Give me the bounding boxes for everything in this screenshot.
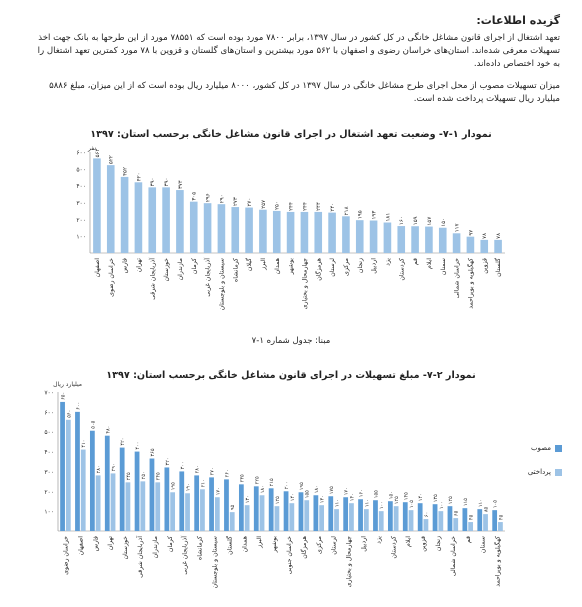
chart2-value-label-paid: ۹۵ — [230, 504, 237, 511]
chart2-bar-approved — [269, 488, 274, 531]
chart1-value-label: ۹۷ — [468, 229, 475, 236]
chart2-bar-approved — [120, 448, 125, 531]
chart2-bar-paid — [245, 505, 250, 531]
chart1-value-label: ۳۰۵ — [191, 191, 198, 201]
chart1-category-label: گیلان — [246, 258, 254, 272]
chart2-bar-paid — [289, 503, 294, 531]
chart1-value-label: ۲۵۷ — [260, 199, 267, 209]
chart2-bar-paid — [453, 518, 458, 531]
chart2-category-label: البرز — [256, 536, 264, 548]
chart2-y-tick-label: ۲۰۰ — [44, 488, 54, 496]
chart1-bar — [439, 228, 447, 253]
chart2-category-label: خوزستان — [122, 536, 130, 560]
chart1-bar — [93, 158, 101, 253]
chart2-bar-approved — [224, 479, 229, 531]
chart2-value-label-paid: ۶۰ — [423, 511, 430, 518]
chart2-value-label-approved: ۲۷۰ — [209, 467, 216, 476]
chart1-value-label: ۷۸ — [482, 232, 489, 239]
chart1-bar — [494, 240, 502, 253]
chart2-value-label-approved: ۱۵۵ — [373, 490, 380, 499]
chart2-value-label-approved: ۳۶۵ — [149, 448, 156, 457]
chart1-value-label: ۲۹۶ — [205, 193, 212, 203]
chart2-y-tick-label: ۳۰۰ — [44, 468, 54, 476]
chart1-value-label: ۱۵۹ — [413, 216, 420, 226]
chart2-value-label-paid: ۴۵ — [498, 514, 505, 521]
chart2-legend — [512, 444, 562, 492]
chart1-value-label: ۱۵۰ — [440, 217, 447, 227]
chart2-bar-approved — [477, 509, 482, 531]
chart1-value-label: ۲۴۴ — [302, 202, 309, 211]
chart2-category-label: یزد — [375, 536, 383, 544]
chart1-category-label: تهران — [135, 258, 143, 273]
chart2-value-label-paid: ۵۶۰ — [66, 409, 73, 418]
chart1-bar — [162, 187, 170, 253]
chart1-category-label: خراسان رضوی — [107, 258, 115, 297]
chart2-bar-paid — [334, 509, 339, 531]
chart2-bar-approved — [239, 484, 244, 531]
chart1-category-label: خوزستان — [163, 258, 171, 282]
chart2-value-label-approved: ۱۶۰ — [358, 489, 365, 498]
chart1-bar — [411, 226, 419, 253]
chart2-value-label-paid: ۱۲۵ — [274, 496, 281, 505]
chart2-value-label-paid: ۱۱۰ — [334, 499, 341, 508]
chart1-value-label: ۴۵۲ — [122, 167, 129, 176]
chart2-bar-paid — [200, 489, 205, 531]
chart2-bar-paid — [185, 493, 190, 531]
chart2-bar-paid — [260, 495, 265, 531]
chart2-category-label: کرمان — [166, 536, 174, 553]
chart2-bar-approved — [313, 495, 318, 531]
chart2-value-label-approved: ۱۸۰ — [313, 485, 320, 494]
chart1-bar — [287, 212, 295, 253]
chart1-category-label: مرکزی — [342, 258, 350, 276]
chart2-value-label-approved: ۶۵۰ — [60, 391, 67, 400]
chart1-y-tick-label: ۵۰۰ — [76, 166, 86, 174]
chart2-value-label-approved: ۱۲۵ — [447, 496, 454, 505]
chart2-y-axis-label: میلیارد ریال — [53, 381, 82, 388]
legend-item-approved — [512, 444, 562, 452]
chart1-y-tick-label: ۲۰۰ — [76, 216, 86, 224]
chart2-bar-approved — [358, 499, 363, 531]
chart2-bar-paid — [379, 511, 384, 531]
chart1-category-label: اصفهان — [93, 258, 101, 278]
chart1-category-label: ایلام — [425, 258, 433, 269]
chart2-category-label: بوشهر — [271, 536, 279, 553]
chart2-category-label: مازندران — [151, 536, 159, 559]
chart2-value-label-paid: ۴۱۰ — [81, 439, 88, 448]
chart2-value-label-approved: ۴۸۰ — [105, 425, 112, 434]
chart2-value-label-approved: ۱۴۵ — [403, 492, 410, 501]
chart2-bar-approved — [179, 471, 184, 531]
chart2-category-label: چهارمحال و بختیاری — [345, 536, 353, 588]
chart2-value-label-paid: ۱۹۰ — [185, 483, 192, 492]
chart2-bar-paid — [81, 450, 86, 531]
chart2-value-label-paid: ۱۸۰ — [260, 485, 267, 494]
chart1-y-axis-label: نفر — [87, 145, 96, 152]
legend-swatch-paid — [555, 469, 562, 476]
chart1-value-label: ۱۹۳ — [371, 210, 378, 220]
chart2-category-label: خراسان شمالی — [449, 536, 457, 577]
chart1-bar — [259, 210, 267, 253]
chart1-value-label: ۱۹۵ — [357, 210, 364, 220]
legend-item-paid — [512, 468, 562, 476]
chart2-title: نمودار ۲-۷- مبلغ تسهیلات در اجرای قانون مشاغل خانگی برحسب استان: ۱۳۹۷ — [106, 370, 476, 381]
chart2-bar-approved — [105, 436, 110, 531]
chart2-bar-approved — [448, 506, 453, 531]
chart2-value-label-approved: ۲۸۰ — [194, 465, 201, 474]
chart2-bar-paid — [483, 514, 488, 531]
section-title: گزیده اطلاعات: — [476, 14, 560, 27]
chart1-y-tick-label: ۱۰۰ — [76, 233, 86, 241]
chart2-value-label-paid: ۱۵۵ — [304, 490, 311, 499]
chart2-bar-paid — [140, 481, 145, 531]
chart1-value-label: ۲۷۳ — [233, 197, 240, 207]
chart1-category-label: یزد — [384, 258, 392, 266]
chart2-bar-approved — [492, 510, 497, 531]
chart2-value-label-paid: ۲۴۵ — [155, 472, 162, 481]
chart2-category-label: آذربایجان شرقی — [136, 536, 144, 578]
chart2-bar-approved — [284, 491, 289, 531]
chart2-category-label: کردستان — [390, 536, 398, 559]
chart2-bar-approved — [150, 459, 155, 531]
chart1-bar — [356, 220, 364, 253]
chart2-bar-paid — [349, 503, 354, 531]
chart2-bar-paid — [230, 512, 235, 531]
chart2-category-label: زنجان — [434, 536, 442, 552]
chart2-bar-paid — [126, 482, 131, 531]
chart1-bar — [480, 240, 488, 253]
chart1-value-label: ۳۷۴ — [177, 180, 184, 190]
chart1-category-label: کرمان — [190, 258, 198, 275]
chart2-y-tick-label: ۴۰۰ — [44, 449, 54, 457]
chart1-bar — [135, 182, 143, 253]
chart1-category-label: فارس — [121, 258, 129, 274]
chart2-value-label-approved: ۴۲۰ — [120, 437, 127, 446]
chart2-category-label: گلستان — [226, 536, 234, 555]
chart1-employment-bar-chart — [0, 140, 582, 336]
chart1-category-label: قزوین — [481, 258, 489, 274]
chart1-bar — [176, 190, 184, 253]
chart1-value-label: ۱۱۷ — [454, 223, 461, 233]
chart2-value-label-approved: ۵۰۵ — [90, 420, 97, 429]
chart2-category-label: همدان — [241, 536, 249, 553]
chart1-bar — [328, 213, 336, 253]
paragraph-employment: تعهد اشتغال از اجرای قانون مشاغل خانگی در کل کشور در سال ۱۳۹۷، برابر ۷۸۰۰ مورد بوده است که ۷۸۵۵۱ مورد از این طرحها به بانک جهت اخذ تسهیلات معرفی شده‌اند. استان‌های خراسان رضوی و اصفهان با ۵۶۲ مورد بیشترین و استان‌های گلستان و قزوین با ۷۸ مورد کمترین تعهد اشتغال را به خود اختصاص داده‌اند. — [37, 33, 560, 69]
chart2-value-label-paid: ۱۲۵ — [394, 496, 401, 505]
chart2-value-label-approved: ۲۱۵ — [269, 478, 276, 487]
chart2-bar-paid — [319, 505, 324, 531]
chart2-value-label-approved: ۲۳۵ — [239, 474, 246, 483]
chart1-value-label: ۲۴۰ — [330, 202, 337, 212]
chart2-bar-paid — [96, 475, 101, 531]
chart1-bar — [453, 233, 461, 253]
chart1-value-label: ۱۶۰ — [399, 216, 406, 226]
chart2-value-label-approved: ۱۷۰ — [343, 487, 350, 496]
chart2-value-label-paid: ۱۰۰ — [438, 501, 445, 510]
chart1-category-label: زنجان — [356, 258, 364, 274]
legend-swatch-approved — [555, 445, 562, 452]
chart2-bar-approved — [418, 503, 423, 531]
chart2-value-label-approved: ۳۲۰ — [164, 457, 171, 466]
chart2-category-label: تهران — [107, 536, 115, 551]
chart2-bar-paid — [438, 511, 443, 531]
chart2-bar-approved — [90, 431, 95, 531]
chart1-value-label: ۲۱۸ — [343, 206, 350, 216]
chart2-value-label-paid: ۱۹۵ — [170, 482, 177, 491]
chart2-value-label-approved: ۱۱۵ — [462, 498, 469, 507]
chart2-category-label: قم — [464, 536, 472, 544]
chart1-value-label: ۱۵۷ — [426, 216, 433, 226]
chart1-bar — [425, 227, 433, 253]
chart2-bar-paid — [409, 510, 414, 531]
chart1-category-label: آذربایجان شرقی — [149, 258, 157, 300]
chart2-value-label-approved: ۱۵۰ — [388, 491, 395, 500]
chart2-value-label-approved: ۲۶۰ — [224, 469, 231, 478]
chart1-category-label: مازندران — [176, 258, 184, 281]
chart2-bar-approved — [373, 500, 378, 531]
chart2-value-label-approved: ۱۷۵ — [328, 486, 335, 495]
chart2-value-label-approved: ۱۹۵ — [298, 482, 305, 491]
chart2-bar-paid — [275, 506, 280, 531]
chart2-bar-approved — [462, 508, 467, 531]
chart2-value-label-paid: ۱۳۰ — [245, 495, 252, 504]
chart1-value-label: ۲۹۰ — [219, 194, 226, 204]
chart2-bar-paid — [394, 506, 399, 531]
chart1-value-label: ۳۹۰ — [150, 177, 157, 187]
chart1-category-label: کردستان — [398, 258, 406, 281]
chart2-bar-paid — [424, 519, 429, 531]
chart1-value-label: ۷۸ — [496, 232, 503, 239]
chart2-category-label: لرستان — [330, 536, 338, 555]
chart2-bar-approved — [135, 452, 140, 531]
chart1-value-label: ۱۸۱ — [385, 212, 392, 222]
chart2-category-label: کهگیلویه و بویراحمد — [494, 536, 502, 587]
chart1-category-label: البرز — [259, 258, 267, 270]
chart2-bar-approved — [388, 501, 393, 531]
chart2-value-label-paid: ۱۴۰ — [349, 493, 356, 502]
chart2-bar-approved — [164, 467, 169, 531]
chart2-value-label-paid: ۲۹۰ — [111, 463, 118, 472]
chart2-value-label-approved: ۲۰۰ — [284, 481, 291, 490]
chart2-value-label-approved: ۱۴۰ — [418, 493, 425, 502]
chart1-bar — [370, 221, 378, 253]
chart2-value-label-approved: ۱۳۵ — [433, 494, 440, 503]
chart2-bar-paid — [304, 500, 309, 531]
chart1-value-label: ۲۷۰ — [247, 197, 254, 207]
chart2-value-label-approved: ۲۲۵ — [254, 476, 261, 485]
chart2-category-label: کرمانشاه — [196, 536, 204, 560]
chart1-bar — [231, 207, 239, 253]
chart2-category-label: فارس — [92, 536, 100, 552]
chart1-value-label: ۵۲۲ — [108, 155, 115, 165]
chart1-bar — [342, 216, 350, 253]
chart2-value-label-paid: ۴۵ — [468, 514, 475, 521]
paragraph-facilities: میزان تسهیلات مصوب از محل اجرای طرح مشاغل خانگی در سال ۱۳۹۷ در کل کشور، ۸۰۰۰ میلیارد ریال بوده است که از این میزان، مبلغ ۵۸۸۶ میلیارد ریال تسهیلات پرداخت شده است. — [49, 81, 560, 104]
chart2-value-label-paid: ۶۵ — [453, 510, 460, 517]
chart1-y-tick-label: ۴۰۰ — [76, 183, 86, 191]
chart2-category-label: مرکزی — [315, 536, 323, 554]
chart2-value-label-approved: ۴۰۰ — [135, 441, 142, 450]
chart1-bar — [397, 226, 405, 253]
chart1-bar — [384, 223, 392, 253]
chart1-value-label: ۴۲۰ — [136, 172, 143, 182]
chart2-category-label: خراسان رضوی — [62, 536, 70, 575]
chart2-category-label: قزوین — [420, 536, 428, 552]
chart2-bar-paid — [170, 492, 175, 531]
chart1-category-label: گلستان — [495, 258, 503, 277]
chart2-bar-paid — [111, 473, 116, 531]
chart2-value-label-paid: ۱۳۰ — [319, 495, 326, 504]
chart1-y-tick-label: ۳۰۰ — [76, 200, 86, 207]
chart1-value-label: ۵۶۲ — [94, 148, 101, 158]
chart2-value-label-paid: ۱۷۰ — [215, 487, 222, 496]
chart1-value-label: ۲۵۰ — [274, 201, 281, 210]
chart2-bar-approved — [194, 475, 199, 531]
chart2-value-label-paid: ۸۵ — [483, 506, 490, 513]
legend-label-approved: مصوب — [530, 444, 551, 452]
chart2-bar-approved — [328, 496, 333, 531]
chart1-bar — [273, 211, 281, 253]
chart1-bar — [301, 212, 309, 253]
chart2-bar-approved — [60, 402, 65, 531]
chart1-value-label: ۲۴۴ — [316, 202, 323, 211]
chart2-bar-approved — [433, 504, 438, 531]
chart2-value-label-paid: ۲۴۵ — [125, 472, 132, 481]
chart2-bar-approved — [343, 497, 348, 531]
chart1-category-label: قم — [412, 258, 420, 266]
chart1-bar — [107, 165, 115, 253]
chart1-category-label: هرمزگان — [315, 258, 323, 281]
chart1-bar — [190, 202, 198, 253]
chart2-value-label-approved: ۱۱۰ — [477, 499, 484, 508]
chart2-category-label: اصفهان — [77, 536, 85, 556]
chart1-value-label: ۳۹۰ — [164, 177, 171, 187]
chart2-bar-paid — [364, 509, 369, 531]
chart1-bar — [467, 237, 475, 253]
chart2-bar-approved — [209, 477, 214, 531]
chart1-value-label: ۲۴۴ — [288, 202, 295, 211]
chart2-bar-paid — [468, 522, 473, 531]
chart1-title: نمودار ۱-۷- وضعیت تعهد اشتغال در اجرای قانون مشاغل خانگی برحسب استان: ۱۳۹۷ — [90, 129, 492, 140]
chart2-bar-approved — [299, 492, 304, 531]
chart2-value-label-paid: ۱۰۰ — [379, 501, 386, 510]
chart1-y-tick-label: ۶۰۰ — [76, 149, 86, 157]
chart1-category-label: کرمانشاه — [232, 258, 240, 282]
chart2-value-label-approved: ۱۰۵ — [492, 500, 499, 509]
chart2-category-label: خراسان جنوبی — [285, 536, 293, 575]
chart2-category-label: آذربایجان غربی — [181, 536, 189, 575]
chart1-bar — [121, 177, 129, 253]
chart2-bar-paid — [215, 497, 220, 531]
chart1-category-label: خراسان شمالی — [453, 258, 461, 299]
chart1-category-label: چهارمحال و بختیاری — [301, 258, 309, 310]
chart2-value-label-paid: ۱۰۵ — [409, 500, 416, 509]
chart2-y-tick-label: ۷۰۰ — [44, 389, 54, 397]
chart1-bar — [148, 187, 156, 253]
chart1-category-label: سمنان — [439, 258, 447, 276]
chart2-bar-approved — [403, 502, 408, 531]
source-note: مبنا: جدول شماره ۱-۷ — [251, 336, 331, 346]
chart2-bar-approved — [254, 486, 259, 531]
chart2-category-label: اردبیل — [360, 536, 368, 552]
chart2-value-label-paid: ۲۵۰ — [140, 471, 147, 480]
chart2-bar-approved — [75, 412, 80, 531]
chart1-category-label: همدان — [273, 258, 281, 275]
chart2-bar-paid — [155, 482, 160, 531]
chart1-bar — [204, 203, 212, 253]
chart2-category-label: هرمزگان — [300, 536, 308, 559]
chart2-y-tick-label: ۵۰۰ — [44, 429, 54, 437]
chart2-value-label-approved: ۳۰۰ — [179, 461, 186, 470]
chart1-category-label: کهگیلویه و بویراحمد — [467, 257, 475, 309]
chart2-bar-paid — [498, 522, 503, 531]
chart2-value-label-approved: ۶۰۰ — [75, 401, 82, 410]
chart1-category-label: لرستان — [329, 258, 337, 277]
chart2-value-label-paid: ۲۸۰ — [96, 465, 103, 474]
chart2-category-label: سیستان و بلوچستان — [211, 536, 219, 589]
chart2-category-label: ایلام — [405, 536, 413, 547]
chart2-category-label: سمنان — [479, 536, 487, 554]
chart1-bar — [314, 212, 322, 253]
chart1-bar — [218, 204, 226, 253]
chart2-bar-paid — [66, 420, 71, 531]
chart2-value-label-paid: ۱۱۰ — [364, 499, 371, 508]
chart2-y-tick-label: ۱۰۰ — [44, 508, 54, 516]
chart1-category-label: اردبیل — [370, 258, 378, 274]
chart1-bar — [245, 208, 253, 253]
chart2-value-label-paid: ۱۴۰ — [289, 493, 296, 502]
legend-label-paid: پرداختی — [527, 468, 551, 476]
chart2-y-tick-label: ۶۰۰ — [44, 409, 54, 417]
chart2-facilities-bar-chart — [0, 376, 582, 607]
chart2-value-label-paid: ۲۱۰ — [200, 479, 207, 488]
chart1-category-label: سیستان و بلوچستان — [218, 258, 226, 311]
chart1-category-label: آذربایجان غربی — [204, 258, 212, 297]
chart1-category-label: بوشهر — [287, 258, 295, 275]
